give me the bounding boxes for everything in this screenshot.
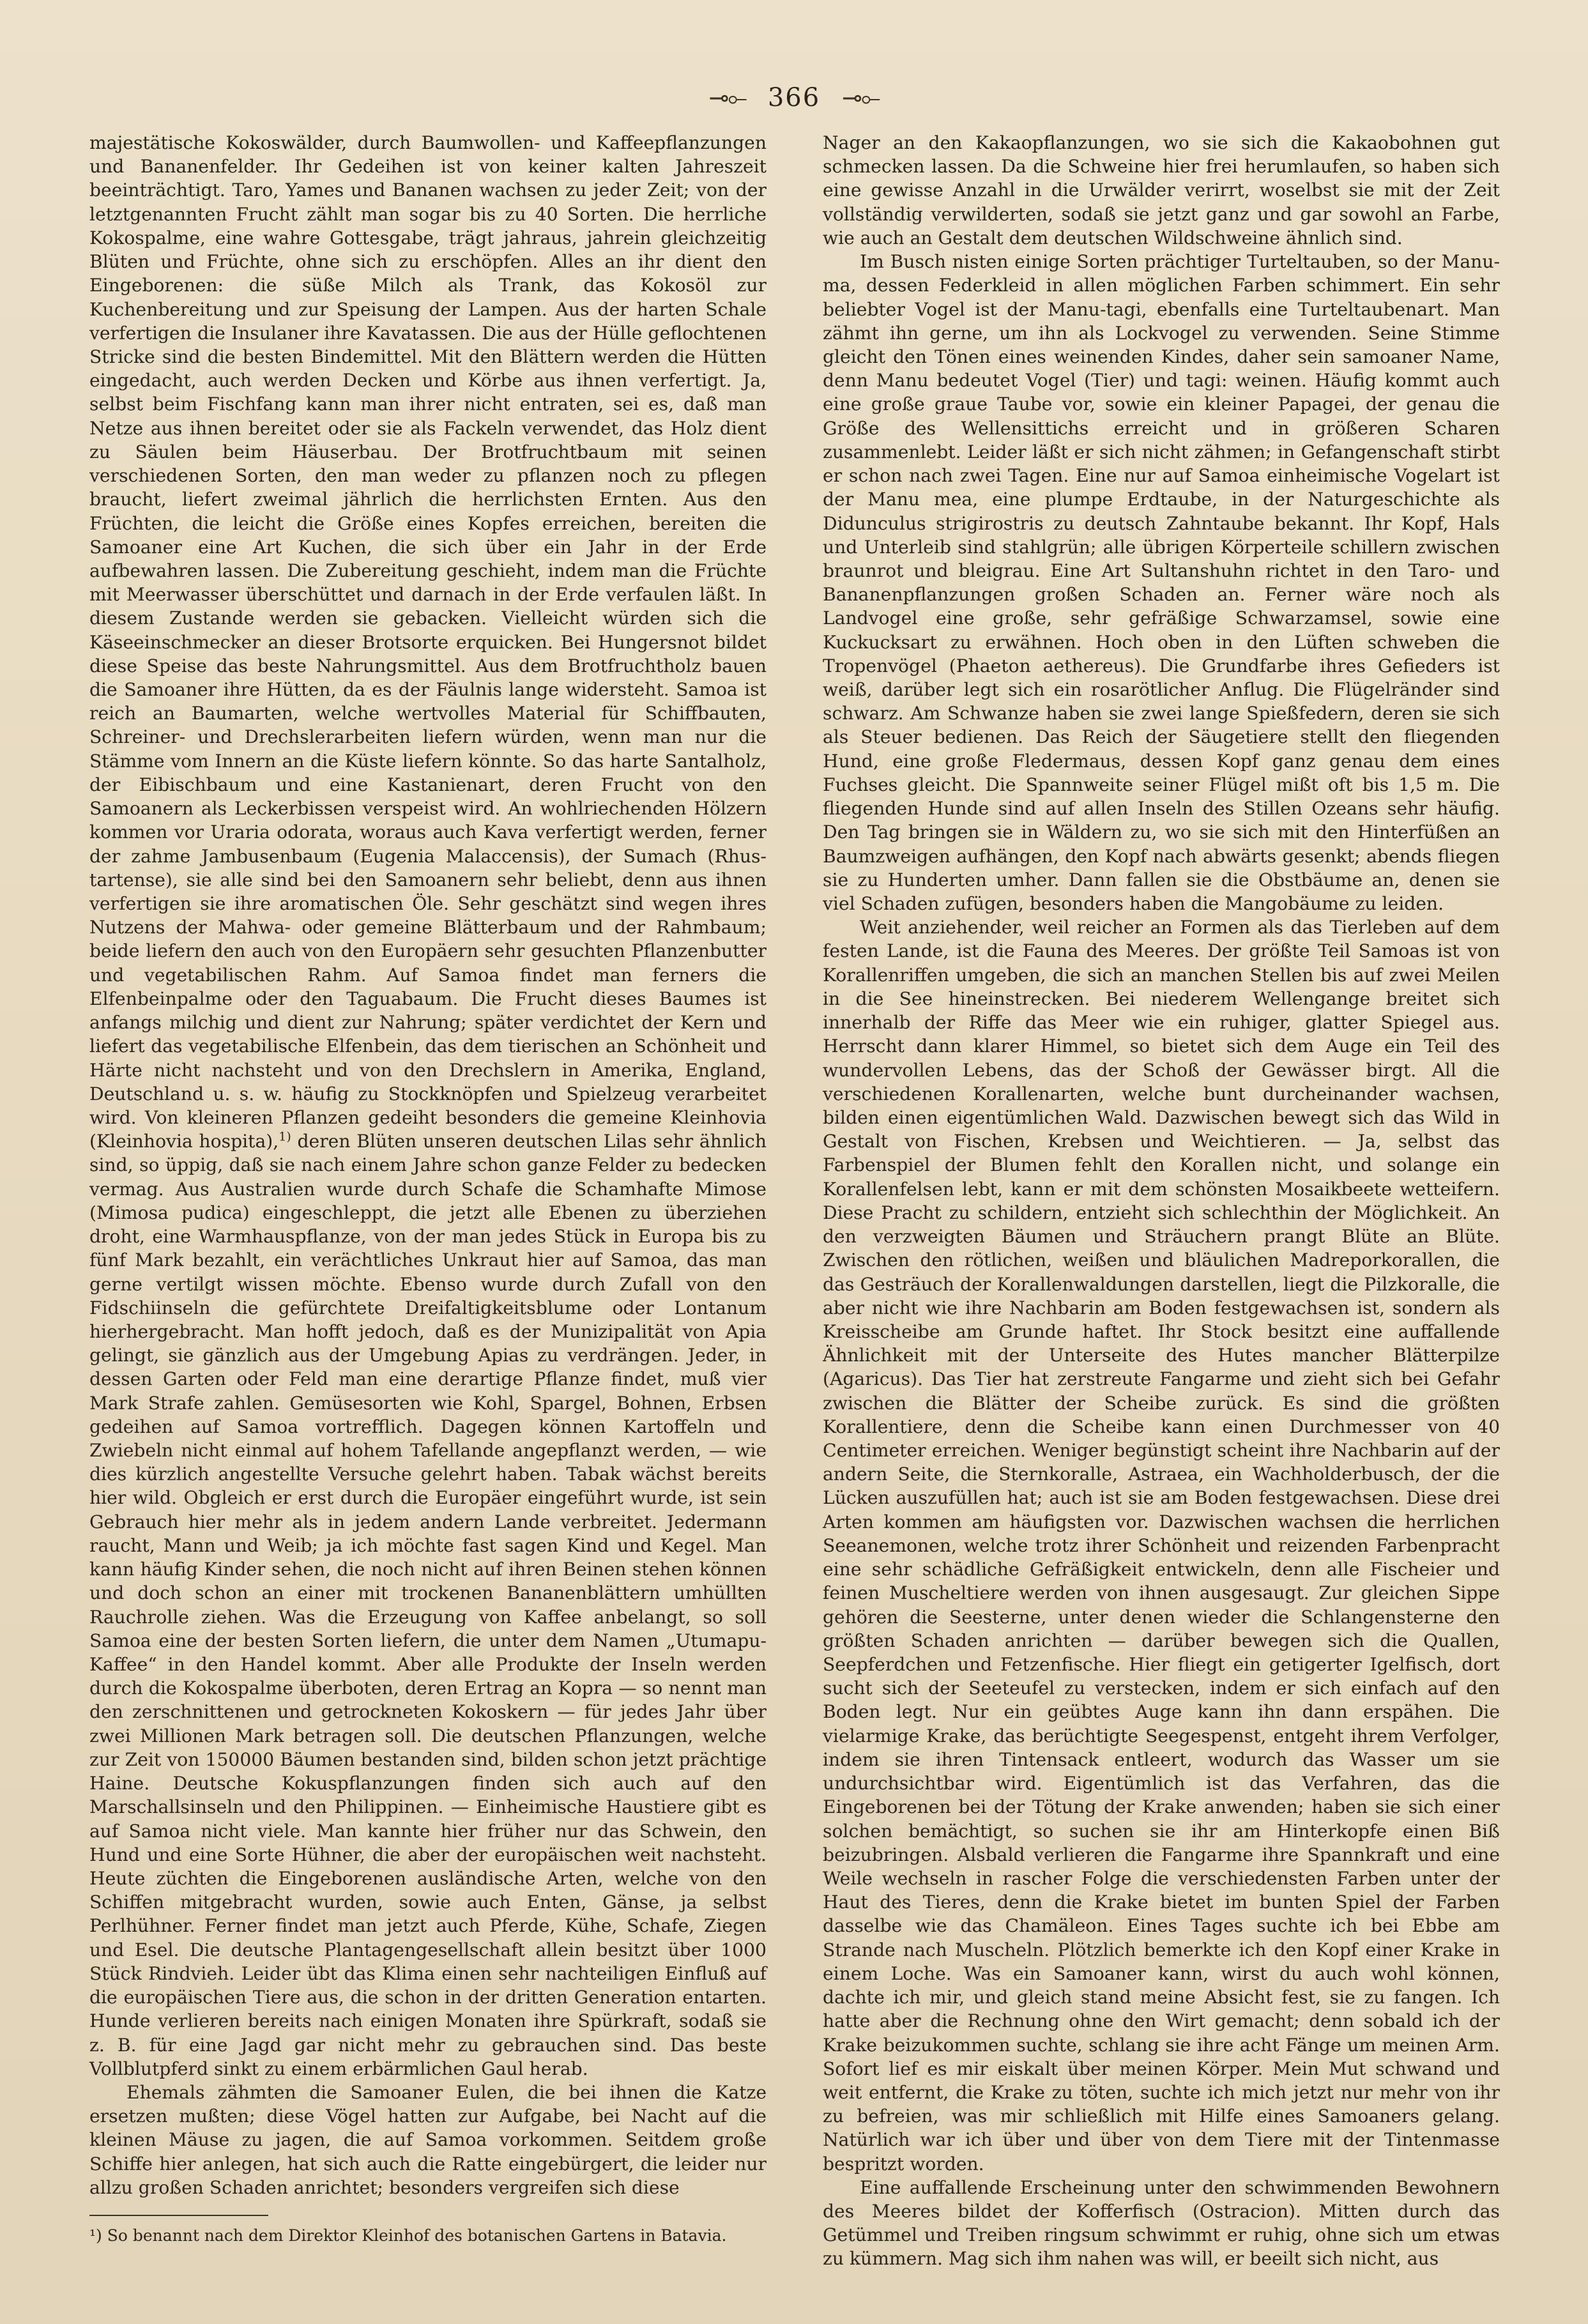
footnote-divider — [89, 2215, 268, 2216]
paragraph-wild-pigs: Nager an den Kakaopflanzungen, wo sie sich die Kakaobohnen gut schmecken lassen. Da die Schweine hier frei herumlaufen, so haben sich eine gewisse Anzahl in die Urwälder verirrt, woselbst sie mit der Zeit vollständig verwilderten, sodaß sie jetzt ganz und gar sowohl an Farbe, wie auch an Gestalt dem deutschen Wildschweine ähnlich sind. — [823, 132, 1500, 248]
page-header — [0, 75, 1588, 120]
paragraph-plants — [89, 131, 767, 2081]
left-column — [89, 131, 767, 2246]
footnote: ¹) So benannt nach dem Direktor Kleinhof des botanischen Gartens in Batavia. — [89, 2226, 727, 2245]
ornament-left: ⊸⟜ — [708, 83, 746, 112]
paragraph-sea-fauna: Weit anziehender, weil reicher an Formen als das Tierleben auf dem festen Lande, ist die Fauna des Meeres. Der größte Teil Samoas ist von Korallenriffen umgeben, die sich an manchen Stellen bis auf zwei Meilen in die See hineinstrecken. Bei niederem Wellengange breitet sich innerhalb der Riffe das Meer wie ein ruhiger, glatter Spiegel aus. Herrscht dann klarer Himmel, so bietet sich dem Auge ein Teil des wundervollen Lebens, das der Schoß der Gewässer birgt. All die verschiedenen Korallenarten, welche bunt durcheinander wachsen, bilden einen eigentümlichen Wald. Dazwischen bewegt sich das Wild in Gestalt von Fischen, Krebsen und Weichtieren. — Ja, selbst das Farbenspiel der Blumen fehlt den Korallen nicht, und solange ein Korallenfelsen lebt, kann er mit dem schönsten Mosaikbeete wetteifern. Diese Pracht zu schildern, entzieht sich schlechthin der Möglichkeit. An den verzweigten Bäumen und Sträuchern prangt Blüte an Blüte. Zwischen den rötlichen, weißen und bläulichen Madreporkorallen, die das Gesträuch der Korallenwaldungen darstellen, liegt die Pilzkoralle, die aber nicht wie ihre Nachbarin am Boden festgewachsen ist, sondern als Kreisscheibe am Grunde haftet. Ihr Stock besitzt eine auffallende Ähnlichkeit mit der Unterseite des Hutes mancher Blätterpilze (Agaricus). Das Tier hat zerstreute Fangarme und zieht sich bei Gefahr zwischen die Blätter der Scheibe zurück. Es sind die größten Korallentiere, denn die Scheibe kann einen Durchmesser von 40 Centimeter erreichen. Weniger begünstigt scheint ihre Nachbarin auf der andern Seite, die Sternkoralle, Astraea, ein Wachholderbusch, der die Lücken auszufüllen hat; auch ist sie am Boden festgewachsen. Diese drei Arten kommen am häufigsten vor. Dazwischen wachsen die herrlichen Seeanemonen, welche trotz ihrer Schönheit und reizenden Farbenpracht eine sehr schädliche Gefräßigkeit entwickeln, denn alle Fischeier und feinen Muscheltiere werden von ihnen ausgesaugt. Zur gleichen Sippe gehören die Seesterne, unter denen wieder die Schlangensterne den größten Schaden anrichten — darüber bewegen sich die Quallen, Seepferdchen und Fetzenfische. Hier fliegt ein getigerter Igelfisch, dort sucht sich der Seeteufel zu verstecken, indem er sich einfach auf den Boden legt. Nur ein geübtes Auge kann ihn dann erspähen. Die vielarmige Krake, das berüchtigte Seegespenst, entgeht ihrem Verfolger, indem sie ihren Tintensack entleert, wodurch das Wasser um sie undurchsichtbar wird. Eigentümlich ist das Verfahren, das die Eingeborenen bei der Tötung der Krake anwenden; haben sie sich einer solchen bemächtigt, so suchen sie ihr am Hinterkopfe einen Biß beizubringen. Alsbald verlieren die Fangarme ihre Spannkraft und eine Weile wechseln in rascher Folge die verschiedensten Farben unter der Haut des Tieres, denn die Krake bietet im bunten Spiel der Farben dasselbe wie das Chamäleon. Eines Tages suchte ich bei Ebbe am Strande nach Muscheln. Plötzlich bemerkte ich den Kopf einer Krake in einem Loche. Was ein Samoaner kann, wirst du auch wohl können, dachte ich mir, und gleich stand meine Absicht fest, sie zu fangen. Ich hatte aber die Rechnung ohne den Wirt gemacht; denn sobald ich der Krake beizukommen suchte, schlang sie ihre acht Fänge um meinen Arm. Sofort lief es mir eiskalt über meinen Körper. Mein Mut schwand und weit entfernt, die Krake zu töten, suchte ich mich jetzt nur mehr von ihr zu befreien, was mir schließlich mit Hilfe eines Samoaners gelang. Natürlich war ich über und über von dem Tiere mit der Tintenmasse bespritzt worden. — [823, 917, 1500, 2175]
paragraph-birds: Im Busch nisten einige Sorten prächtiger Turteltauben, so der Manu-ma, dessen Federkleid in allen möglichen Farben schimmert. Ein sehr beliebter Vogel ist der Manu-tagi, ebenfalls eine Turteltaubenart. Man zähmt ihn gerne, um ihn als Lockvogel zu verwenden. Seine Stimme gleicht den Tönen eines weinenden Kindes, daher sein samoaner Name, denn Manu bedeutet Vogel (Tier) und tagi: weinen. Häufig kommt auch eine große graue Taube vor, sowie ein kleiner Papagei, der genau die Größe des Wellensittichs erreicht und in größeren Scharen zusammenlebt. Leider läßt er sich nicht zähmen; in Gefangenschaft stirbt er schon nach zwei Tagen. Eine nur auf Samoa einheimische Vogelart ist der Manu mea, eine plumpe Erdtaube, in der Naturgeschichte als Didunculus strigirostris zu deutsch Zahntaube bekannt. Ihr Kopf, Hals und Unterleib sind stahlgrün; alle übrigen Körperteile schillern zwischen braunrot und bleigrau. Eine Art Sultanshuhn richtet in den Taro- und Bananenpflanzungen großen Schaden an. Ferner wäre noch als Landvogel eine große, sehr gefräßige Schwarzamsel, sowie eine Kuckucksart zu erwähnen. Hoch oben in den Lüften schweben die Tropenvögel (Phaeton aethereus). Die Grundfarbe ihres Gefieders ist weiß, darüber legt sich ein rosarötlicher Anflug. Die Flügelränder sind schwarz. Am Schwanze haben sie zwei lange Spießfedern, deren sie sich als Steuer bedienen. Das Reich der Säugetiere stellt den fliegenden Hund, eine große Fledermaus, dessen Kopf ganz genau dem eines Fuchses gleicht. Die Spannweite seiner Flügel mißt oft bis 1,5 m. Die fliegenden Hunde sind auf allen Inseln des Stillen Ozeans sehr häufig. Den Tag bringen sie in Wäldern zu, wo sie sich mit den Hinterfüßen an Baumzweigen aufhängen, den Kopf nach abwärts gesenkt; abends fliegen sie zu Hunderten umher. Dann fallen sie die Obstbäume an, denen sie viel Schaden zufügen, besonders haben die Mangobäume zu leiden. — [823, 251, 1500, 914]
right-column — [823, 131, 1500, 2271]
paragraph-owls: Ehemals zähmten die Samoaner Eulen, die bei ihnen die Katze ersetzen mußten; diese Vögel hatten zur Aufgabe, bei Nacht auf die kleinen Mäuse zu jagen, die auf Samoa vorkommen. Seitdem große Schiffe hier anlegen, hat sich auch die Ratte eingebürgert, die leider nur allzu großen Schaden anrichtet; besonders vergreifen sich diese — [89, 2081, 767, 2198]
paragraph-boxfish: Eine auffallende Erscheinung unter den schwimmenden Bewohnern des Meeres bildet der Kofferfisch (Ostracion). Mitten durch das Getümmel und Treiben ringsum schwimmt er ruhig, ohne sich um etwas zu kümmern. Mag sich ihm nahen was will, er beeilt sich nicht, aus — [823, 2176, 1500, 2270]
paragraph-text: majestätische Kokoswälder, durch Baumwollen- und Kaffeepflanzungen und Bananenfelder. Ihr Gedeihen ist von keiner kalten Jahreszeit beeinträchtigt. Taro, Yames und Bananen wachsen zu jeder Zeit; von der letztgenannten Frucht zählt man sogar bis zu 40 Sorten. Die herrliche Kokospalme, eine wahre Gottesgabe, trägt jahraus, jahrein gleichzeitig Blüten und Früchte, ohne sich zu erschöpfen. Alles an ihr dient den Eingeborenen: die süße Milch als Trank, das Kokosöl zur Kuchenbereitung und zur Speisung der Lampen. Aus der harten Schale verfertigen die Insulaner ihre Kavatassen. Die aus der Hülle geflochtenen Stricke sind die besten Bindemittel. Mit den Blättern werden die Hütten eingedacht, auch werden Decken und Körbe aus ihnen verfertigt. Ja, selbst beim Fischfang kann man ihrer nicht entraten, sei es, daß man Netze aus ihnen bereitet oder sie als Fackeln verwendet, das Holz dient zu Säulen beim Häuserbau. Der Brotfruchtbaum mit seinen verschiedenen Sorten, den man weder zu pflanzen noch zu pflegen braucht, liefert zweimal jährlich die herrlichsten Ernten. Aus den Früchten, die leicht die Größe eines Kopfes erreichen, bereiten die Samoaner eine Art Kuchen, die sich über ein Jahr in der Erde aufbewahren lassen. Die Zubereitung geschieht, indem man die Früchte mit Meerwasser überschüttet und darnach in der Erde verfaulen läßt. In diesem Zustande werden sie gebacken. Vielleicht würden sich die Käseeinschmecker an dieser Brotsorte erquicken. Bei Hungersnot bildet diese Speise das beste Nahrungsmittel. Aus dem Brotfruchtholz bauen die Samoaner ihre Hütten, da es der Fäulnis lange widersteht. Samoa ist reich an Baumarten, welche wertvolles Material für Schiffbauten, Schreiner- und Drechslerarbeiten liefern würden, wenn man nur die Stämme vom Innern an die Küste liefern könnte. So das harte Santalholz, der Eibischbaum und eine Kastanienart, deren Frucht von den Samoanern als Leckerbissen verspeist wird. An wohlriechenden Hölzern kommen vor Uraria odorata, woraus auch Kava verfertigt werden, ferner der zahme Jambusenbaum (Eugenia Malaccensis), der Sumach (Rhus-tartense), sie alle sind bei den Samoanern sehr beliebt, denn aus ihnen verfertigen sie ihre aromatischen Öle. Sehr geschätzt sind wegen ihres Nutzens der Mahwa- oder gemeine Blätterbaum und der Rahmbaum; beide liefern den auch von den Europäern sehr gesuchten Pflanzenbutter und vegetabilischen Rahm. Auf Samoa findet man ferners die Elfenbeinpalme oder den Taguabaum. Die Frucht dieses Baumes ist anfangs milchig und dient zur Nahrung; später verdichtet der Kern und liefert das vegetabilische Elfenbein, das dem tierischen an Schönheit und Härte nicht nachsteht und von den Drechslern in Amerika, England, Deutschland u. s. w. häufig zu Stockknöpfen und Spielzeug verarbeitet wird. Von kleineren Pflanzen gedeiht besonders die gemeine Kleinhovia (Kleinhovia hospita), — [89, 132, 767, 1152]
ornament-right: ⊸⟜ — [842, 83, 880, 112]
page-number: 366 — [767, 83, 821, 112]
footnote-reference: 1) — [279, 1129, 291, 1144]
paragraph-text: deren Blüten unseren deutschen Lilas sehr ähnlich sind, so üppig, daß sie nach einem Jahre schon ganze Felder zu bedecken vermag. Aus Australien wurde durch Schafe die Schamhafte Mimose (Mimosa pudica) eingeschleppt, die jetzt alle Ebenen zu überziehen droht, eine Warmhauspflanze, von der man jedes Stück in Europa bis zu fünf Mark bezahlt, ein verächtliches Unkraut hier auf Samoa, das man gerne vertilgt wissen möchte. Ebenso wurde durch Zufall von den Fidschiinseln die gefürchtete Dreifaltigkeitsblume oder Lontanum hierhergebracht. Man hofft jedoch, daß es der Munizipalität von Apia gelingt, sie gänzlich aus der Umgebung Apias zu verdrängen. Jeder, in dessen Garten oder Feld man eine derartige Pflanze findet, muß vier Mark Strafe zahlen. Gemüsesorten wie Kohl, Spargel, Bohnen, Erbsen gedeihen auf Samoa vortrefflich. Dagegen können Kartoffeln und Zwiebeln nicht einmal auf hohem Tafellande angepflanzt werden, — wie dies kürzlich angestellte Versuche gelehrt haben. Tabak wächst bereits hier wild. Obgleich er erst durch die Europäer eingeführt wurde, ist sein Gebrauch hier mehr als in jedem andern Lande verbreitet. Jedermann raucht, Mann und Weib; ja ich möchte fast sagen Kind und Kegel. Man kann häufig Kinder sehen, die noch nicht auf ihren Beinen stehen können und doch schon an einer mit trockenen Bananenblättern umhüllten Rauchrolle ziehen. Was die Erzeugung von Kaffee anbelangt, so soll Samoa eine der besten Sorten liefern, die unter dem Namen „Utumapu-Kaffee“ in den Handel kommt. Aber alle Produkte der Inseln werden durch die Kokospalme überboten, deren Ertrag an Kopra — so nennt man den zerschnittenen und getrockneten Kokoskern — für jedes Jahr über zwei Millionen Mark betragen soll. Die deutschen Pflanzungen, welche zur Zeit von 150000 Bäumen bestanden sind, bilden schon jetzt prächtige Haine. Deutsche Kokuspflanzungen finden sich auch auf den Marschallsinseln und den Philippinen. — Einheimische Haustiere gibt es auf Samoa nicht viele. Man kannte hier früher nur das Schwein, den Hund und eine Sorte Hühner, die aber der europäischen weit nachsteht. Heute züchten die Eingeborenen ausländische Arten, welche von den Schiffen mitgebracht wurden, sowie auch Enten, Gänse, ja selbst Perlhühner. Ferner findet man jetzt auch Pferde, Kühe, Schafe, Ziegen und Esel. Die deutsche Plantagengesellschaft allein besitzt über 1000 Stück Rindvieh. Leider übt das Klima einen sehr nachteiligen Einfluß auf die europäischen Tiere aus, die schon in der dritten Generation entarten. Hunde verlieren bereits nach einigen Monaten ihre Spürkraft, sodaß sie z. B. für eine Jagd gar nicht mehr zu gebrauchen sind. Das beste Vollblutpferd sinkt zu einem erbärmlichen Gaul herab. — [89, 1131, 767, 2079]
